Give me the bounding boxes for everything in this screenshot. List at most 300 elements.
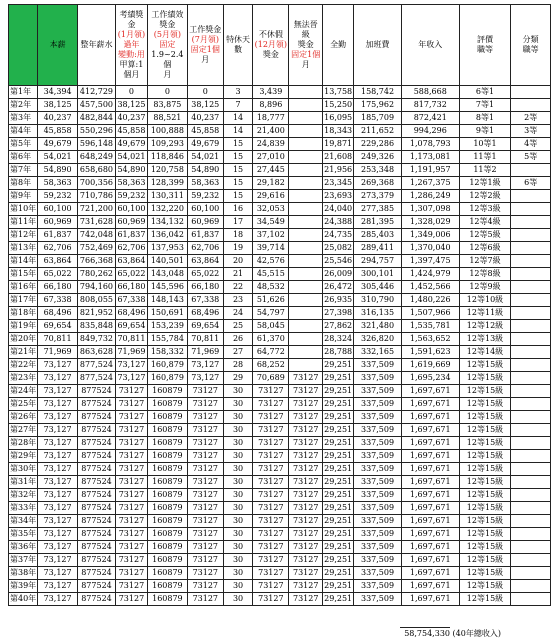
attendance-cell[interactable]: 23,693 xyxy=(323,190,354,203)
leave-days-cell[interactable]: 16 xyxy=(223,203,253,216)
annual-income-cell[interactable]: 1,697,671 xyxy=(401,385,459,398)
unused-leave-bonus-cell[interactable]: 32,053 xyxy=(253,203,289,216)
class-grade-cell[interactable] xyxy=(511,567,551,580)
unused-leave-bonus-cell[interactable]: 18,777 xyxy=(253,112,289,125)
unused-leave-bonus-cell[interactable]: 73127 xyxy=(253,528,289,541)
rating-grade-cell[interactable]: 12等11級 xyxy=(459,307,511,320)
year-cell[interactable]: 第39年 xyxy=(9,580,38,593)
class-grade-cell[interactable] xyxy=(511,463,551,476)
unused-leave-bonus-cell[interactable]: 68,252 xyxy=(253,359,289,372)
leave-days-cell[interactable]: 15 xyxy=(223,190,253,203)
no-promotion-bonus-cell[interactable]: 73127 xyxy=(289,489,323,502)
base-salary-cell[interactable]: 63,864 xyxy=(38,255,78,268)
annual-income-cell[interactable]: 1,191,957 xyxy=(401,164,459,177)
class-grade-cell[interactable]: 2等 xyxy=(511,112,551,125)
annual-salary-cell[interactable]: 877524 xyxy=(78,385,116,398)
unused-leave-bonus-cell[interactable]: 73127 xyxy=(253,437,289,450)
leave-days-cell[interactable]: 30 xyxy=(223,476,253,489)
rating-grade-cell[interactable]: 11等1 xyxy=(459,151,511,164)
class-grade-cell[interactable] xyxy=(511,281,551,294)
base-salary-cell[interactable]: 73,127 xyxy=(38,528,78,541)
rating-grade-cell[interactable]: 12等15級 xyxy=(459,528,511,541)
year-cell[interactable]: 第24年 xyxy=(9,385,38,398)
rating-grade-cell[interactable]: 12等15級 xyxy=(459,593,511,606)
no-promotion-bonus-cell[interactable]: 73127 xyxy=(289,398,323,411)
rating-grade-cell[interactable]: 7等1 xyxy=(459,99,511,112)
work-bonus-cell[interactable]: 73127 xyxy=(187,424,223,437)
rating-grade-cell[interactable]: 6等1 xyxy=(459,86,511,99)
no-promotion-bonus-cell[interactable]: 73127 xyxy=(289,502,323,515)
attendance-cell[interactable]: 28,324 xyxy=(323,333,354,346)
class-grade-cell[interactable] xyxy=(511,294,551,307)
base-salary-cell[interactable]: 73,127 xyxy=(38,450,78,463)
no-promotion-bonus-cell[interactable]: 73127 xyxy=(289,437,323,450)
class-grade-cell[interactable] xyxy=(511,424,551,437)
unused-leave-bonus-cell[interactable]: 73127 xyxy=(253,489,289,502)
base-salary-cell[interactable]: 73,127 xyxy=(38,385,78,398)
work-bonus-cell[interactable]: 54,021 xyxy=(187,151,223,164)
attendance-cell[interactable]: 25,082 xyxy=(323,242,354,255)
work-performance-bonus-cell[interactable]: 83,875 xyxy=(147,99,187,112)
header-performance-bonus[interactable] xyxy=(115,5,147,86)
annual-salary-cell[interactable]: 742,048 xyxy=(78,229,116,242)
attendance-cell[interactable]: 29,251 xyxy=(323,515,354,528)
work-performance-bonus-cell[interactable]: 160879 xyxy=(147,463,187,476)
attendance-cell[interactable]: 23,345 xyxy=(323,177,354,190)
attendance-cell[interactable]: 25,546 xyxy=(323,255,354,268)
rating-grade-cell[interactable]: 11等2 xyxy=(459,164,511,177)
work-performance-bonus-cell[interactable]: 160879 xyxy=(147,385,187,398)
annual-income-cell[interactable]: 1,697,671 xyxy=(401,450,459,463)
annual-salary-cell[interactable]: 482,844 xyxy=(78,112,116,125)
work-performance-bonus-cell[interactable]: 160,879 xyxy=(147,372,187,385)
year-cell[interactable]: 第3年 xyxy=(9,112,38,125)
performance-bonus-cell[interactable]: 73127 xyxy=(115,385,147,398)
performance-bonus-cell[interactable]: 71,969 xyxy=(115,346,147,359)
leave-days-cell[interactable]: 30 xyxy=(223,437,253,450)
class-grade-cell[interactable] xyxy=(511,528,551,541)
annual-salary-cell[interactable]: 457,500 xyxy=(78,99,116,112)
annual-income-cell[interactable]: 872,421 xyxy=(401,112,459,125)
class-grade-cell[interactable] xyxy=(511,86,551,99)
overtime-cell[interactable]: 337,509 xyxy=(354,593,402,606)
work-performance-bonus-cell[interactable]: 158,332 xyxy=(147,346,187,359)
no-promotion-bonus-cell[interactable] xyxy=(289,320,323,333)
performance-bonus-cell[interactable]: 70,811 xyxy=(115,333,147,346)
annual-income-cell[interactable]: 1,173,081 xyxy=(401,151,459,164)
year-cell[interactable]: 第15年 xyxy=(9,268,38,281)
unused-leave-bonus-cell[interactable]: 29,616 xyxy=(253,190,289,203)
annual-salary-cell[interactable]: 794,160 xyxy=(78,281,116,294)
class-grade-cell[interactable] xyxy=(511,515,551,528)
no-promotion-bonus-cell[interactable] xyxy=(289,346,323,359)
base-salary-cell[interactable]: 65,022 xyxy=(38,268,78,281)
rating-grade-cell[interactable]: 12等15級 xyxy=(459,372,511,385)
rating-grade-cell[interactable]: 12等15級 xyxy=(459,398,511,411)
unused-leave-bonus-cell[interactable]: 48,532 xyxy=(253,281,289,294)
class-grade-cell[interactable] xyxy=(511,476,551,489)
no-promotion-bonus-cell[interactable]: 73127 xyxy=(289,463,323,476)
work-performance-bonus-cell[interactable]: 160879 xyxy=(147,411,187,424)
leave-days-cell[interactable]: 14 xyxy=(223,112,253,125)
work-performance-bonus-cell[interactable]: 160879 xyxy=(147,489,187,502)
rating-grade-cell[interactable]: 12等15級 xyxy=(459,580,511,593)
no-promotion-bonus-cell[interactable] xyxy=(289,138,323,151)
attendance-cell[interactable]: 29,251 xyxy=(323,489,354,502)
year-cell[interactable]: 第19年 xyxy=(9,320,38,333)
header-annual-salary[interactable]: 整年薪水 xyxy=(78,5,116,86)
class-grade-cell[interactable] xyxy=(511,242,551,255)
annual-salary-cell[interactable]: 877524 xyxy=(78,567,116,580)
unused-leave-bonus-cell[interactable]: 73127 xyxy=(253,398,289,411)
overtime-cell[interactable]: 337,509 xyxy=(354,385,402,398)
class-grade-cell[interactable] xyxy=(511,385,551,398)
attendance-cell[interactable]: 29,251 xyxy=(323,541,354,554)
leave-days-cell[interactable]: 7 xyxy=(223,99,253,112)
annual-income-cell[interactable]: 1,697,671 xyxy=(401,411,459,424)
work-bonus-cell[interactable]: 68,496 xyxy=(187,307,223,320)
overtime-cell[interactable]: 321,480 xyxy=(354,320,402,333)
year-cell[interactable]: 第17年 xyxy=(9,294,38,307)
rating-grade-cell[interactable]: 12等7級 xyxy=(459,255,511,268)
leave-days-cell[interactable]: 15 xyxy=(223,138,253,151)
overtime-cell[interactable]: 337,509 xyxy=(354,502,402,515)
work-performance-bonus-cell[interactable]: 134,132 xyxy=(147,216,187,229)
no-promotion-bonus-cell[interactable] xyxy=(289,190,323,203)
unused-leave-bonus-cell[interactable]: 73127 xyxy=(253,450,289,463)
no-promotion-bonus-cell[interactable]: 73127 xyxy=(289,385,323,398)
work-bonus-cell[interactable]: 73127 xyxy=(187,554,223,567)
performance-bonus-cell[interactable]: 73127 xyxy=(115,489,147,502)
work-bonus-cell[interactable]: 54,890 xyxy=(187,164,223,177)
base-salary-cell[interactable]: 34,394 xyxy=(38,86,78,99)
annual-income-cell[interactable]: 1,697,671 xyxy=(401,476,459,489)
class-grade-cell[interactable] xyxy=(511,541,551,554)
unused-leave-bonus-cell[interactable]: 27,445 xyxy=(253,164,289,177)
base-salary-cell[interactable]: 62,706 xyxy=(38,242,78,255)
work-bonus-cell[interactable]: 73127 xyxy=(187,541,223,554)
overtime-cell[interactable]: 337,509 xyxy=(354,463,402,476)
no-promotion-bonus-cell[interactable]: 73127 xyxy=(289,450,323,463)
annual-income-cell[interactable]: 1,697,671 xyxy=(401,437,459,450)
overtime-cell[interactable]: 337,509 xyxy=(354,580,402,593)
overtime-cell[interactable]: 229,286 xyxy=(354,138,402,151)
overtime-cell[interactable]: 273,379 xyxy=(354,190,402,203)
work-performance-bonus-cell[interactable]: 160879 xyxy=(147,515,187,528)
performance-bonus-cell[interactable]: 61,837 xyxy=(115,229,147,242)
rating-grade-cell[interactable]: 12等15級 xyxy=(459,450,511,463)
base-salary-cell[interactable]: 66,180 xyxy=(38,281,78,294)
no-promotion-bonus-cell[interactable] xyxy=(289,177,323,190)
no-promotion-bonus-cell[interactable]: 73127 xyxy=(289,567,323,580)
year-cell[interactable]: 第29年 xyxy=(9,450,38,463)
overtime-cell[interactable]: 305,446 xyxy=(354,281,402,294)
base-salary-cell[interactable]: 59,232 xyxy=(38,190,78,203)
year-cell[interactable]: 第5年 xyxy=(9,138,38,151)
rating-grade-cell[interactable]: 12等2級 xyxy=(459,190,511,203)
class-grade-cell[interactable] xyxy=(511,307,551,320)
work-performance-bonus-cell[interactable]: 150,691 xyxy=(147,307,187,320)
total-income-value[interactable]: 58,754,330 xyxy=(400,627,450,640)
year-cell[interactable]: 第7年 xyxy=(9,164,38,177)
unused-leave-bonus-cell[interactable]: 73127 xyxy=(253,502,289,515)
attendance-cell[interactable]: 29,251 xyxy=(323,567,354,580)
work-performance-bonus-cell[interactable]: 136,042 xyxy=(147,229,187,242)
year-cell[interactable]: 第12年 xyxy=(9,229,38,242)
work-performance-bonus-cell[interactable]: 160879 xyxy=(147,541,187,554)
attendance-cell[interactable]: 24,040 xyxy=(323,203,354,216)
performance-bonus-cell[interactable]: 62,706 xyxy=(115,242,147,255)
unused-leave-bonus-cell[interactable]: 73127 xyxy=(253,424,289,437)
attendance-cell[interactable]: 21,608 xyxy=(323,151,354,164)
leave-days-cell[interactable]: 18 xyxy=(223,229,253,242)
year-cell[interactable]: 第8年 xyxy=(9,177,38,190)
work-bonus-cell[interactable]: 73,127 xyxy=(187,372,223,385)
overtime-cell[interactable]: 277,385 xyxy=(354,203,402,216)
class-grade-cell[interactable] xyxy=(511,372,551,385)
no-promotion-bonus-cell[interactable] xyxy=(289,86,323,99)
attendance-cell[interactable]: 29,251 xyxy=(323,580,354,593)
annual-salary-cell[interactable]: 877524 xyxy=(78,411,116,424)
no-promotion-bonus-cell[interactable] xyxy=(289,307,323,320)
class-grade-cell[interactable]: 4等 xyxy=(511,138,551,151)
annual-salary-cell[interactable]: 877524 xyxy=(78,463,116,476)
unused-leave-bonus-cell[interactable]: 54,797 xyxy=(253,307,289,320)
work-bonus-cell[interactable]: 63,864 xyxy=(187,255,223,268)
rating-grade-cell[interactable]: 12等13級 xyxy=(459,333,511,346)
header-class-grade[interactable] xyxy=(511,5,551,86)
base-salary-cell[interactable]: 73,127 xyxy=(38,476,78,489)
base-salary-cell[interactable]: 73,127 xyxy=(38,424,78,437)
attendance-cell[interactable]: 29,251 xyxy=(323,385,354,398)
leave-days-cell[interactable]: 27 xyxy=(223,346,253,359)
header-rating-grade[interactable] xyxy=(459,5,511,86)
base-salary-cell[interactable]: 73,127 xyxy=(38,567,78,580)
no-promotion-bonus-cell[interactable]: 73127 xyxy=(289,424,323,437)
base-salary-cell[interactable]: 73,127 xyxy=(38,411,78,424)
header-annual-income[interactable]: 年收入 xyxy=(401,5,459,86)
attendance-cell[interactable]: 21,956 xyxy=(323,164,354,177)
year-cell[interactable]: 第28年 xyxy=(9,437,38,450)
overtime-cell[interactable]: 337,509 xyxy=(354,541,402,554)
work-bonus-cell[interactable]: 61,837 xyxy=(187,229,223,242)
rating-grade-cell[interactable]: 12等10級 xyxy=(459,294,511,307)
attendance-cell[interactable]: 19,871 xyxy=(323,138,354,151)
attendance-cell[interactable]: 29,251 xyxy=(323,554,354,567)
performance-bonus-cell[interactable]: 73,127 xyxy=(115,359,147,372)
work-performance-bonus-cell[interactable]: 143,048 xyxy=(147,268,187,281)
unused-leave-bonus-cell[interactable]: 73127 xyxy=(253,463,289,476)
annual-salary-cell[interactable]: 766,368 xyxy=(78,255,116,268)
annual-income-cell[interactable]: 1,697,671 xyxy=(401,528,459,541)
unused-leave-bonus-cell[interactable]: 64,772 xyxy=(253,346,289,359)
year-cell[interactable]: 第38年 xyxy=(9,567,38,580)
unused-leave-bonus-cell[interactable]: 27,010 xyxy=(253,151,289,164)
base-salary-cell[interactable]: 73,127 xyxy=(38,489,78,502)
overtime-cell[interactable]: 337,509 xyxy=(354,359,402,372)
rating-grade-cell[interactable]: 12等6級 xyxy=(459,242,511,255)
annual-salary-cell[interactable]: 710,786 xyxy=(78,190,116,203)
work-performance-bonus-cell[interactable]: 160879 xyxy=(147,528,187,541)
attendance-cell[interactable]: 16,095 xyxy=(323,112,354,125)
attendance-cell[interactable]: 29,251 xyxy=(323,476,354,489)
overtime-cell[interactable]: 337,509 xyxy=(354,372,402,385)
work-bonus-cell[interactable]: 73127 xyxy=(187,411,223,424)
annual-salary-cell[interactable]: 877524 xyxy=(78,424,116,437)
performance-bonus-cell[interactable]: 66,180 xyxy=(115,281,147,294)
rating-grade-cell[interactable]: 9等1 xyxy=(459,125,511,138)
rating-grade-cell[interactable]: 12等15級 xyxy=(459,554,511,567)
year-cell[interactable]: 第18年 xyxy=(9,307,38,320)
work-bonus-cell[interactable]: 70,811 xyxy=(187,333,223,346)
overtime-cell[interactable]: 289,411 xyxy=(354,242,402,255)
overtime-cell[interactable]: 337,509 xyxy=(354,515,402,528)
attendance-cell[interactable]: 26,935 xyxy=(323,294,354,307)
work-performance-bonus-cell[interactable]: 160879 xyxy=(147,437,187,450)
header-attendance[interactable]: 全勤 xyxy=(323,5,354,86)
annual-income-cell[interactable]: 817,732 xyxy=(401,99,459,112)
leave-days-cell[interactable]: 30 xyxy=(223,424,253,437)
unused-leave-bonus-cell[interactable]: 51,626 xyxy=(253,294,289,307)
no-promotion-bonus-cell[interactable]: 73127 xyxy=(289,593,323,606)
work-performance-bonus-cell[interactable]: 160879 xyxy=(147,476,187,489)
attendance-cell[interactable]: 26,009 xyxy=(323,268,354,281)
leave-days-cell[interactable]: 30 xyxy=(223,541,253,554)
base-salary-cell[interactable]: 73,127 xyxy=(38,580,78,593)
no-promotion-bonus-cell[interactable] xyxy=(289,333,323,346)
overtime-cell[interactable]: 332,165 xyxy=(354,346,402,359)
year-cell[interactable]: 第37年 xyxy=(9,554,38,567)
no-promotion-bonus-cell[interactable] xyxy=(289,359,323,372)
year-cell[interactable]: 第33年 xyxy=(9,502,38,515)
unused-leave-bonus-cell[interactable]: 73127 xyxy=(253,515,289,528)
annual-salary-cell[interactable]: 849,732 xyxy=(78,333,116,346)
annual-salary-cell[interactable]: 877524 xyxy=(78,554,116,567)
header-base-salary[interactable]: 本薪 xyxy=(38,5,78,86)
work-performance-bonus-cell[interactable]: 148,143 xyxy=(147,294,187,307)
year-cell[interactable]: 第1年 xyxy=(9,86,38,99)
annual-salary-cell[interactable]: 877524 xyxy=(78,515,116,528)
annual-income-cell[interactable]: 1,563,652 xyxy=(401,333,459,346)
unused-leave-bonus-cell[interactable]: 39,714 xyxy=(253,242,289,255)
leave-days-cell[interactable]: 19 xyxy=(223,242,253,255)
no-promotion-bonus-cell[interactable] xyxy=(289,216,323,229)
overtime-cell[interactable]: 281,395 xyxy=(354,216,402,229)
performance-bonus-cell[interactable]: 73127 xyxy=(115,450,147,463)
annual-salary-cell[interactable]: 658,680 xyxy=(78,164,116,177)
overtime-cell[interactable]: 269,368 xyxy=(354,177,402,190)
header-unused-leave-bonus[interactable] xyxy=(253,5,289,86)
class-grade-cell[interactable] xyxy=(511,164,551,177)
annual-salary-cell[interactable]: 877524 xyxy=(78,528,116,541)
header-overtime[interactable]: 加班費 xyxy=(354,5,402,86)
annual-income-cell[interactable]: 588,668 xyxy=(401,86,459,99)
work-performance-bonus-cell[interactable]: 109,293 xyxy=(147,138,187,151)
no-promotion-bonus-cell[interactable] xyxy=(289,294,323,307)
attendance-cell[interactable]: 24,735 xyxy=(323,229,354,242)
unused-leave-bonus-cell[interactable]: 37,102 xyxy=(253,229,289,242)
annual-salary-cell[interactable]: 877524 xyxy=(78,580,116,593)
annual-income-cell[interactable]: 1,697,671 xyxy=(401,463,459,476)
class-grade-cell[interactable] xyxy=(511,580,551,593)
year-cell[interactable]: 第26年 xyxy=(9,411,38,424)
work-bonus-cell[interactable]: 65,022 xyxy=(187,268,223,281)
annual-salary-cell[interactable]: 731,628 xyxy=(78,216,116,229)
year-cell[interactable]: 第10年 xyxy=(9,203,38,216)
base-salary-cell[interactable]: 61,837 xyxy=(38,229,78,242)
unused-leave-bonus-cell[interactable]: 73127 xyxy=(253,580,289,593)
class-grade-cell[interactable] xyxy=(511,398,551,411)
work-bonus-cell[interactable]: 73127 xyxy=(187,528,223,541)
base-salary-cell[interactable]: 73,127 xyxy=(38,502,78,515)
attendance-cell[interactable]: 29,251 xyxy=(323,502,354,515)
base-salary-cell[interactable]: 70,811 xyxy=(38,333,78,346)
class-grade-cell[interactable] xyxy=(511,593,551,606)
leave-days-cell[interactable]: 22 xyxy=(223,281,253,294)
year-cell[interactable]: 第27年 xyxy=(9,424,38,437)
unused-leave-bonus-cell[interactable]: 73127 xyxy=(253,593,289,606)
year-cell[interactable]: 第6年 xyxy=(9,151,38,164)
work-performance-bonus-cell[interactable]: 130,311 xyxy=(147,190,187,203)
leave-days-cell[interactable]: 30 xyxy=(223,515,253,528)
no-promotion-bonus-cell[interactable] xyxy=(289,268,323,281)
work-performance-bonus-cell[interactable]: 137,953 xyxy=(147,242,187,255)
class-grade-cell[interactable] xyxy=(511,203,551,216)
annual-salary-cell[interactable]: 752,469 xyxy=(78,242,116,255)
work-bonus-cell[interactable]: 73127 xyxy=(187,437,223,450)
overtime-cell[interactable]: 337,509 xyxy=(354,489,402,502)
work-bonus-cell[interactable]: 73127 xyxy=(187,476,223,489)
work-performance-bonus-cell[interactable]: 160879 xyxy=(147,398,187,411)
base-salary-cell[interactable]: 60,100 xyxy=(38,203,78,216)
performance-bonus-cell[interactable]: 73127 xyxy=(115,502,147,515)
class-grade-cell[interactable] xyxy=(511,229,551,242)
class-grade-cell[interactable]: 6等 xyxy=(511,177,551,190)
class-grade-cell[interactable] xyxy=(511,268,551,281)
performance-bonus-cell[interactable]: 73127 xyxy=(115,541,147,554)
overtime-cell[interactable]: 337,509 xyxy=(354,398,402,411)
work-bonus-cell[interactable]: 45,858 xyxy=(187,125,223,138)
base-salary-cell[interactable]: 73,127 xyxy=(38,515,78,528)
attendance-cell[interactable]: 13,758 xyxy=(323,86,354,99)
unused-leave-bonus-cell[interactable]: 61,370 xyxy=(253,333,289,346)
work-performance-bonus-cell[interactable]: 153,239 xyxy=(147,320,187,333)
leave-days-cell[interactable]: 25 xyxy=(223,320,253,333)
rating-grade-cell[interactable]: 12等15級 xyxy=(459,489,511,502)
leave-days-cell[interactable]: 14 xyxy=(223,125,253,138)
work-bonus-cell[interactable]: 73127 xyxy=(187,593,223,606)
unused-leave-bonus-cell[interactable]: 73127 xyxy=(253,541,289,554)
annual-income-cell[interactable]: 1,697,671 xyxy=(401,424,459,437)
annual-salary-cell[interactable]: 596,148 xyxy=(78,138,116,151)
unused-leave-bonus-cell[interactable]: 73127 xyxy=(253,554,289,567)
class-grade-cell[interactable] xyxy=(511,437,551,450)
class-grade-cell[interactable]: 3等 xyxy=(511,125,551,138)
leave-days-cell[interactable]: 15 xyxy=(223,151,253,164)
overtime-cell[interactable]: 337,509 xyxy=(354,528,402,541)
base-salary-cell[interactable]: 38,125 xyxy=(38,99,78,112)
work-bonus-cell[interactable]: 73127 xyxy=(187,515,223,528)
class-grade-cell[interactable] xyxy=(511,346,551,359)
year-cell[interactable]: 第13年 xyxy=(9,242,38,255)
performance-bonus-cell[interactable]: 67,338 xyxy=(115,294,147,307)
no-promotion-bonus-cell[interactable] xyxy=(289,203,323,216)
class-grade-cell[interactable] xyxy=(511,502,551,515)
performance-bonus-cell[interactable]: 73127 xyxy=(115,398,147,411)
rating-grade-cell[interactable]: 12等15級 xyxy=(459,385,511,398)
no-promotion-bonus-cell[interactable] xyxy=(289,164,323,177)
class-grade-cell[interactable] xyxy=(511,216,551,229)
